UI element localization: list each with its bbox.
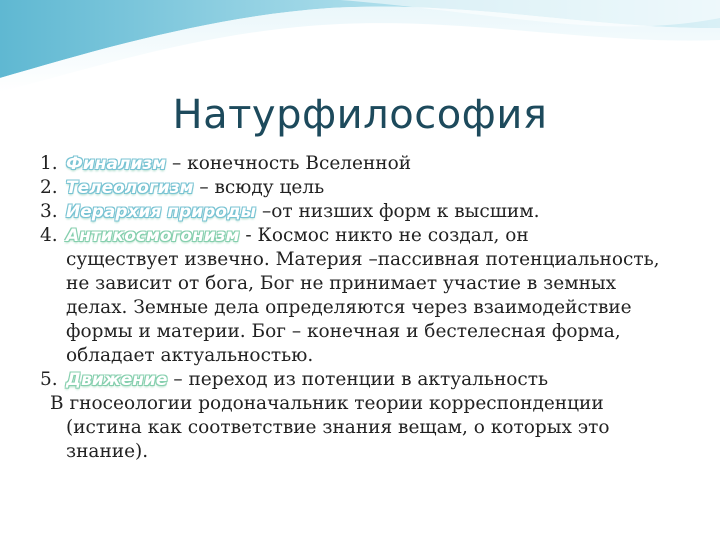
list-item bbox=[40, 224, 690, 368]
item-text: - Космос никто не создал, он bbox=[239, 225, 529, 246]
item-number: 4. bbox=[40, 225, 58, 246]
item-text: –от низших форм к высшим. bbox=[256, 201, 540, 222]
term-hierarchy: Иерархия природы bbox=[66, 202, 257, 222]
item-number: 2. bbox=[40, 177, 58, 198]
paragraph-first-line: В гносеологии родоначальник теории корреспонденции bbox=[50, 393, 604, 414]
term-anticosmogonism: Антикосмогонизм bbox=[66, 226, 240, 246]
term-finalism: Финализм bbox=[66, 154, 167, 174]
epistemology-paragraph bbox=[40, 392, 690, 464]
list-item bbox=[40, 368, 690, 392]
item-text-line: не зависит от бога, Бог не принимает участие в земных bbox=[66, 273, 617, 294]
slide-body bbox=[40, 152, 690, 464]
item-text: – переход из потенции в актуальность bbox=[167, 369, 549, 390]
term-motion: Движение bbox=[66, 370, 168, 390]
list-item bbox=[40, 176, 690, 200]
header-wave-decoration bbox=[0, 0, 720, 100]
item-text: – конечность Вселенной bbox=[166, 153, 412, 174]
list-item bbox=[40, 200, 690, 224]
item-text-line: делах. Земные дела определяются через взаимодействие bbox=[66, 297, 632, 318]
item-number: 3. bbox=[40, 201, 58, 222]
item-number: 1. bbox=[40, 153, 58, 174]
item-text-line: обладает актуальностью. bbox=[66, 345, 314, 366]
term-teleologism: Телеологизм bbox=[66, 178, 194, 198]
item-number: 5. bbox=[40, 369, 58, 390]
list-item bbox=[40, 152, 690, 176]
paragraph-line: знание). bbox=[66, 441, 149, 462]
slide-title: Натурфилософия bbox=[172, 92, 548, 138]
item-text-line: формы и материи. Бог – конечная и бестелесная форма, bbox=[66, 321, 621, 342]
item-text-line: существует извечно. Материя –пассивная потенциальность, bbox=[66, 249, 660, 270]
paragraph-line: (истина как соответствие знания вещам, о которых это bbox=[66, 417, 610, 438]
item-text: – всюду цель bbox=[193, 177, 325, 198]
